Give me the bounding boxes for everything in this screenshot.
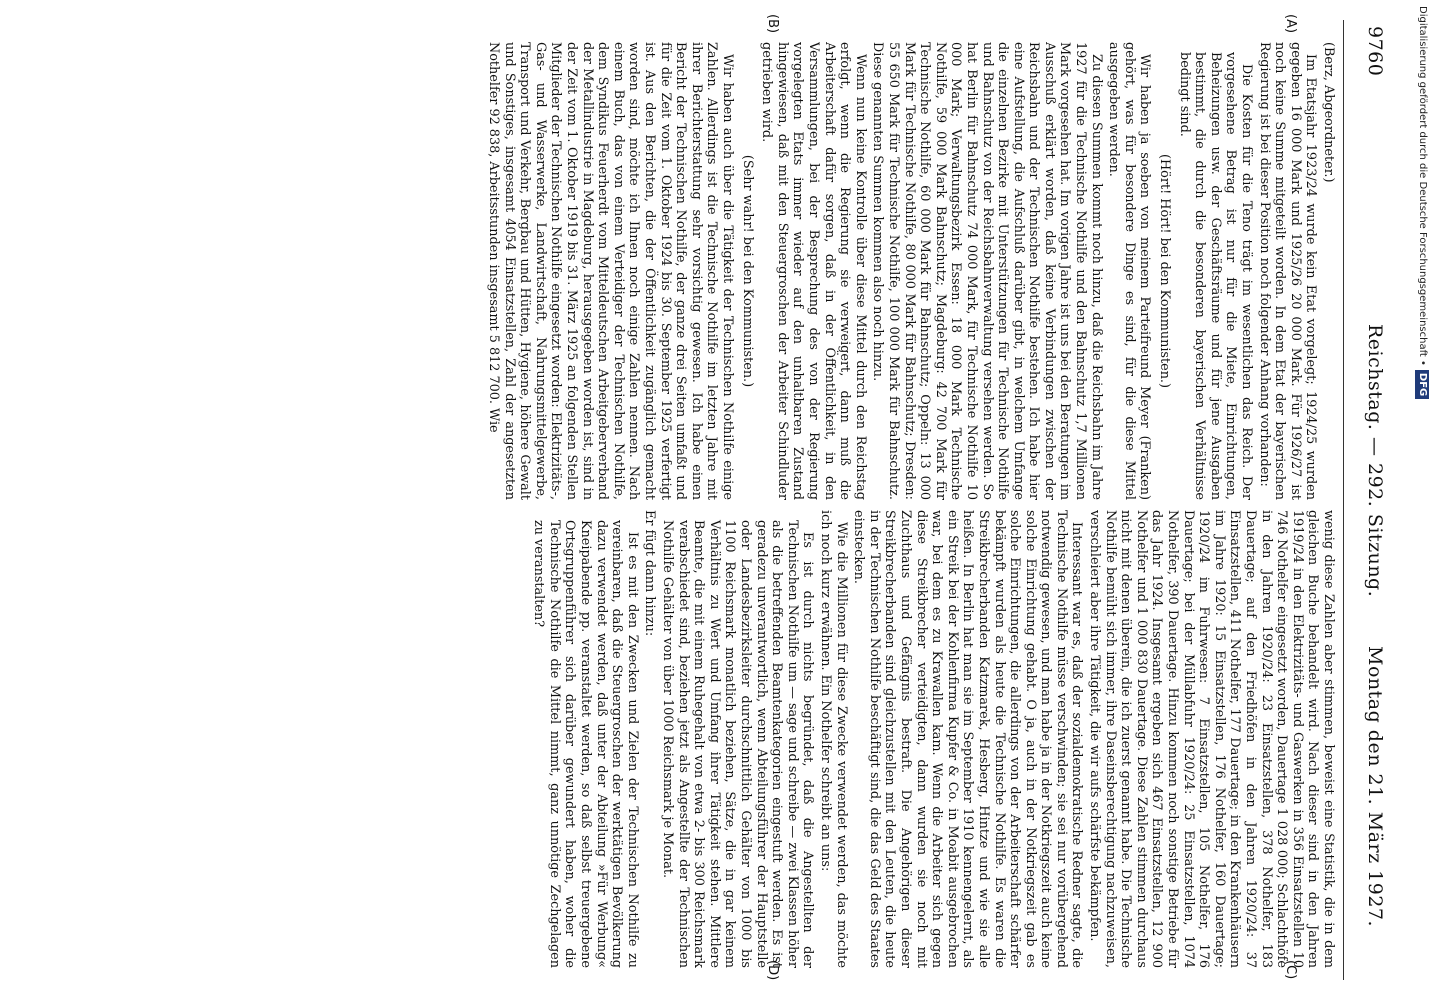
paragraph: Im Etatsjahr 1923/24 wurde kein Etat vorgelegt; 1924/25 wurden gegeben 16 000 Mark und 1925/26 20 000 Mark. Für 1926/27 ist noch keine Summe mitgeteilt worden. In dem Etat der bayerischen Regierung ist bei dieser Position noch folgender Anhang vorhanden: [1256,42,1319,500]
paragraph: (Sehr wahr! bei den Kommunisten.) [739,154,755,388]
session-title: Reichstag. — 292. Sitzung. [1364,324,1386,598]
running-header [1348,18,1398,982]
margin-mark-d: (D) [765,960,780,981]
dfg-logo: DFG [1415,370,1429,399]
paragraph: Wie die Millionen für diese Zwecke verwendet werden, das möchte ich noch kurz erwähnen. Ein Nothelfer schreibt an uns: [818,510,849,968]
header-rule [1343,20,1344,980]
paragraph: Interessant war es, daß der sozialdemokratische Redner sagte, die Technische Nothilfe müsse verschwinden; sie sei nur vorübergehend notwendig gewesen, und man habe ja in der Notkriegszeit auch keine solche Einrichtung gehabt. O ja, auch in der Notkriegszeit gab es solche Einrichtungen, die allerdings von der Arbeiterschaft schärfer bekämpft wurden als heute die Technische Nothilfe. Es waren die Streikbrecherbanden Katzmarek, Hesberg, Hintze und wie sie alle heißen. In Berlin hat man sie im September 1910 kennengelernt, als ein Streik bei der Kohlenfirma Kupfer & Co. in Moabit ausgebrochen war, bei dem es zu Krawallen kam. Wenn die Arbeiter sich gegen diese Streikbrecher verteidigten, dann wurden sie noch mit Zuchthaus und Gefängnis bestraft. Die Angehörigen dieser Streikbrecherbanden sind gleichzustellen mit den Leuten, die heute in der Technischen Nothilfe beschäftigt sind, die das Geld des Staates einstecken. [851,510,1085,968]
session-date: Montag den 21. März 1927. [1364,646,1386,928]
paragraph: Die Kosten für die Teno trägt im wesentlichen das Reich. Der vorgesehene Betrag ist nur für die Miete, Einrichtungen, Beheizungen usw. der Geschäftsräume und für jene Ausgaben bestimmt, die durch die besonderen bayerischen Verhältnisse bedingt sind. [1176,52,1255,500]
left-text-column [85,42,1336,500]
page-number: 9760 [1364,26,1386,77]
paragraph: Wir haben ja soeben von meinem Parteifreund Meyer (Franken) gehört, was für besondere Dinge es sind, für die diese Mittel ausgegeben werden. [1106,42,1153,500]
margin-mark-c: (C) [1283,960,1298,980]
paragraph: Er fügt dann hinzu: [642,510,658,637]
paragraph: Es ist durch nichts begründet, daß die Angestellten der Technischen Nothilfe um — sage und schreibe — zwei Klassen höher als die betreffenden Beamtenkategorien eingestuft werden. Es ist geradezu unverantwortlich, wenn Abteilungsführer der Hauptstelle oder Landesbezirksleiter durchschnittlich Gehälter von 1000 bis 1100 Reichsmark monatlich beziehen, Sätze, die in gar keinem Verhältnis zu Wert und Umfang ihrer Tätigkeit stehen. Mittlere Beamte, die mit einem Ruhegehalt von etwa 2- bis 300 Reichsmark verabschiedet sind, beziehen jetzt als Angestellte der Technischen Nothilfe Gehälter von über 1000 Reichsmark je Monat. [660,520,816,968]
dfg-credit-strip [1412,6,1432,996]
margin-mark-a: (A) [1283,14,1298,34]
paragraph: (Berz, Abgeordneter.) [1321,42,1336,183]
paragraph: Wir haben auch über die Tätigkeit der Technischen Nothilfe einige Zahlen. Allerdings ist die Technische Nothilfe im letzten Jahre mit ihrer Berichterstattung sehr vorsichtig gewesen. Ich habe einen Bericht der Technischen Nothilfe, der ganze drei Seiten umfaßt und für die Zeit vom 1. Oktober 1924 bis 30. September 1925 verfertigt ist. Aus den Berichten, die der Öffentlichkeit zugänglich gemacht worden sind, möchte ich Ihnen noch einige Zahlen nennen. Nach einem Buch, das von einem Verteidiger der Technischen Nothilfe, dem Syndikus Feuerherdt vom Mitteldeutschen Arbeitgeberverband der Metallindustrie in Magdeburg, herausgegeben worden ist, sind in der Zeit vom 1. Oktober 1919 bis 31. März 1925 an folgenden Stellen Mitglieder der Technischen Nothilfe eingesetzt worden: Elektrizitäts-, Gas- und Wasserwerke, Landwirtschaft, Nahrungsmittelgewerbe, Transport und Verkehr, Bergbau und Hütten, Hygiene, höhere Gewalt und Sonstiges, insgesamt 4054 Einsatzstellen, Zahl der angesetzten Nothelfer 92 838, Arbeitsstunden insgesamt 5 812 700. Wie [486,42,736,500]
paragraph: Zu diesen Summen kommt noch hinzu, daß die Reichsbahn im Jahre 1927 für die Technische Nothilfe und den Bahnschutz 1,7 Millionen Mark vorgesehen hat. Im vorigen Jahre ist uns bei den Beratungen im Ausschuß erklärt worden, daß keine Verbindungen zwischen der Reichsbahn und der Technischen Nothilfe bestehen. Ich habe hier eine Aufstellung, die Aufschluß darüber gibt, in welchem Umfange die einzelnen Bezirke mit Unterstützungen für Technische Nothilfe und Bahnschutz von der Reichsbahnverwaltung versehen werden. So hat Berlin für Bahnschutz 74 000 Mark, für Technische Nothilfe 10 000 Mark; Verwaltungsbezirk Essen: 18 000 Mark Technische Nothilfe, 59 000 Mark Bahnschutz; Magdeburg: 42 700 Mark für Technische Nothilfe, 60 000 Mark für Bahnschutz; Oppeln: 13 000 Mark für Technische Nothilfe, 80 000 Mark für Bahnschutz; Dresden: 55 650 Mark für Technische Nothilfe, 100 000 Mark für Bahnschutz. Diese genannten Summen kommen also noch hinzu. [870,42,1104,500]
paragraph: wenig diese Zahlen aber stimmen, beweist eine Statistik, die in dem gleichen Buche behandelt wird. Nach dieser sind in den Jahren 1919/24 in den Elektrizitäts- und Gaswerken in 356 Einsatzstellen 10 746 Nothelfer eingesetzt worden, Dauertage 1 028 000; Schlachthöfe in den Jahren 1920/24: 23 Einsatzstellen, 378 Nothelfer, 183 Dauertage; auf den Friedhöfen in den Jahren 1920/24: 37 Einsatzstellen, 411 Nothelfer, 177 Dauertage; in den Krankenhäusern im Jahre 1920: 15 Einsatzstellen, 176 Nothelfer, 160 Dauertage; 1920/24 im Fuhrwesen: 7 Einsatzstellen, 105 Nothelfer, 176 Dauertage; bei der Müllabfuhr 1920/24: 25 Einsatzstellen, 1074 Nothelfer, 390 Dauertage. Hinzu kommen noch sonstige Betriebe für das Jahr 1924. Insgesamt ergeben sich 467 Einsatzstellen, 12 900 Nothelfer und 1 000 830 Dauertage. Diese Zahlen stimmen durchaus nicht mit denen überein, die ich zuerst genannt habe. Die Technische Nothilfe bemüht sich immer, ihre Daseinsberechtigung nachzuweisen, verschleiert aber ihre Tätigkeit, die wir aufs schärfste bekämpfen. [1087,510,1336,968]
margin-mark-b: (B) [765,14,780,34]
credit-text: Digitalisierung gefördert durch die Deutsche Forschungsgemeinschaft • [1417,6,1428,366]
paragraph: Wenn nun keine Kontrolle über diese Mittel durch den Reichstag erfolgt, wenn die Regierung sie verweigert, dann muß die Arbeiterschaft dafür sorgen, daß in der Öffentlichkeit, in den Versammlungen, bei der Besprechung des von der Regierung vorgelegten Etats immer wieder auf den unhaltbaren Zustand hingewiesen, daß mit den Steuergroschen der Arbeiter Schindluder getrieben wird. [759,42,868,500]
right-text-column [85,510,1336,968]
paragraph: Ist es mit den Zwecken und Zielen der Technischen Nothilfe zu vereinbaren, daß die Steuergroschen der werktätigen Bevölkerung dazu verwendet werden, daß unter der Abteilung »Für Werbung« Kneipabende pp. veranstaltet werden, so daß selbst treuergebene Ortsgruppenführer sich darüber gewundert haben, woher die Technische Nothilfe die Mittel nimmt, ganz unnötige Zechgelagen zu veranstalten? [531,520,640,968]
paragraph: (Hört! Hört! bei den Kommunisten.) [1157,153,1173,388]
